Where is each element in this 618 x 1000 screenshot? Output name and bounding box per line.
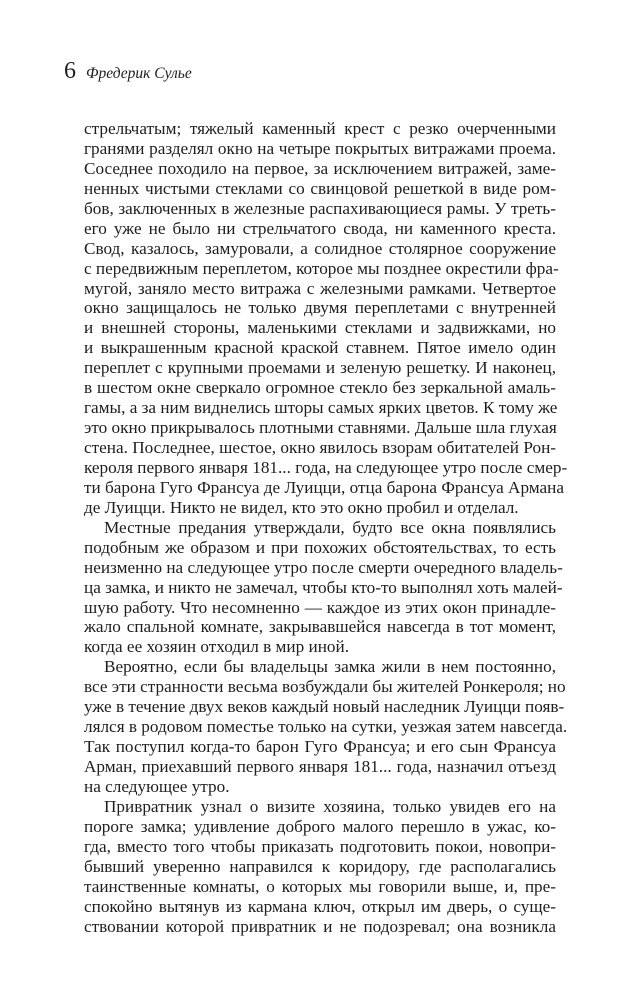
text-line: Привратник узнал о визите хозяина, только увидев его на (104, 796, 556, 816)
text-line: окно защищалось не только двумя переплетами с внутренней (84, 298, 556, 318)
paragraph (84, 119, 568, 518)
text-line: с передвижным переплетом, которое мы позднее окрестили фра- (84, 258, 559, 278)
text-line: пороге замка; удивление доброго малого перешло в ужас, ко- (84, 816, 556, 836)
text-line: лялся в родовом поместье только на сутки, уезжая затем навсегда. (84, 717, 568, 737)
text-line: ненных чистыми стеклами со свинцовой решеткой в виде ром- (84, 178, 556, 198)
text-line: ца замка, и никто не замечал, чтобы кто-то выполнял хоть малей- (84, 577, 563, 597)
text-line: подобным же образом и при похожих обстоятельствах, то есть (84, 537, 556, 557)
text-line: ствовании которой привратник и не подозревал; она возникла (84, 916, 556, 936)
text-line: когда ее хозяин отходил в мир иной. (84, 637, 350, 657)
text-line: Арман, приехавший первого января 181... года, назначил отъезд (84, 757, 556, 776)
text-line: и выкрашенным красной краской ставнем. Пятое имело один (84, 338, 556, 358)
paragraph (84, 797, 556, 937)
paragraph (84, 657, 568, 797)
body-text (84, 119, 568, 936)
text-line: гда, вместо того чтобы приказать подготовить покои, новопри- (84, 836, 556, 856)
text-line: ти барона Гуго Франсуа де Луицци, отца барона Франсуа Армана (84, 477, 564, 497)
text-line: и внешней стороны, маленькими стеклами и задвижками, но (84, 318, 556, 338)
text-line: Свод, казалось, замуровали, а солидное столярное сооружение (84, 238, 556, 258)
text-line: бывший уверенно направился к коридору, где располагались (84, 856, 556, 876)
text-line: мугой, заняло место витража с железными рамками. Четвертое (84, 278, 556, 298)
text-line: Местные предания утверждали, будто все окна появлялись (104, 517, 556, 537)
page-number: 6 (64, 58, 76, 84)
text-line: это окно прикрывалось плотными ставнями. Дальше шла глухая (84, 418, 557, 438)
text-line: таинственные комнаты, о которых мы говорили выше, и, пре- (84, 876, 556, 896)
text-line: гамы, а за ним виднелись шторы самых ярких цветов. К тому же (84, 398, 558, 418)
text-line: Вероятно, если бы владельцы замка жили в нем постоянно, (104, 657, 556, 677)
text-line: в шестом окне сверкало огромное стекло без зеркальной амаль- (84, 378, 556, 398)
text-line: Так поступил когда-то барон Гуго Франсуа; и его сын Франсуа (84, 737, 556, 757)
text-line: гранями разделял окно на четыре покрытых витражами проема. (84, 138, 556, 158)
paragraph (84, 517, 563, 658)
text-line: кероля первого января 181... года, на следующее утро после смер- (84, 457, 568, 477)
text-line: переплет с крупными проемами и зеленую решетку. И наконец, (84, 358, 556, 378)
text-line: де Луицци. Никто не видел, кто это окно пробил и отделал. (84, 497, 519, 517)
running-header (64, 58, 192, 85)
text-line: жало спальной комнате, закрывавшейся навсегда в тот момент, (84, 617, 556, 637)
text-line: стена. Последнее, шестое, окно явилось взорам обитателей Рон- (84, 438, 556, 457)
text-line: спокойно вытянув из кармана ключ, открыл им дверь, о суще- (84, 896, 556, 916)
text-line: неизменно на следующее утро после смерти очередного владель- (84, 557, 563, 577)
text-line: шую работу. Что несомненно — каждое из этих окон принадле- (84, 597, 556, 617)
text-line: Соседнее походило на первое, за исключением витражей, заме- (84, 158, 556, 178)
text-line: на следующее утро. (84, 776, 230, 796)
text-line: уже в течение двух веков каждый новый наследник Луицци появ- (84, 697, 565, 717)
text-line: бов, заключенных в железные распахивающиеся рамы. У треть- (84, 198, 556, 218)
text-line: стрельчатым; тяжелый каменный крест с резко очерченными (84, 119, 556, 138)
text-line: его уже не было ни стрельчатого свода, ни каменного креста. (84, 218, 556, 238)
running-title: Фредерик Сулье (86, 65, 192, 82)
text-line: все эти странности весьма возбуждали бы жителей Ронкероля; но (84, 677, 566, 697)
